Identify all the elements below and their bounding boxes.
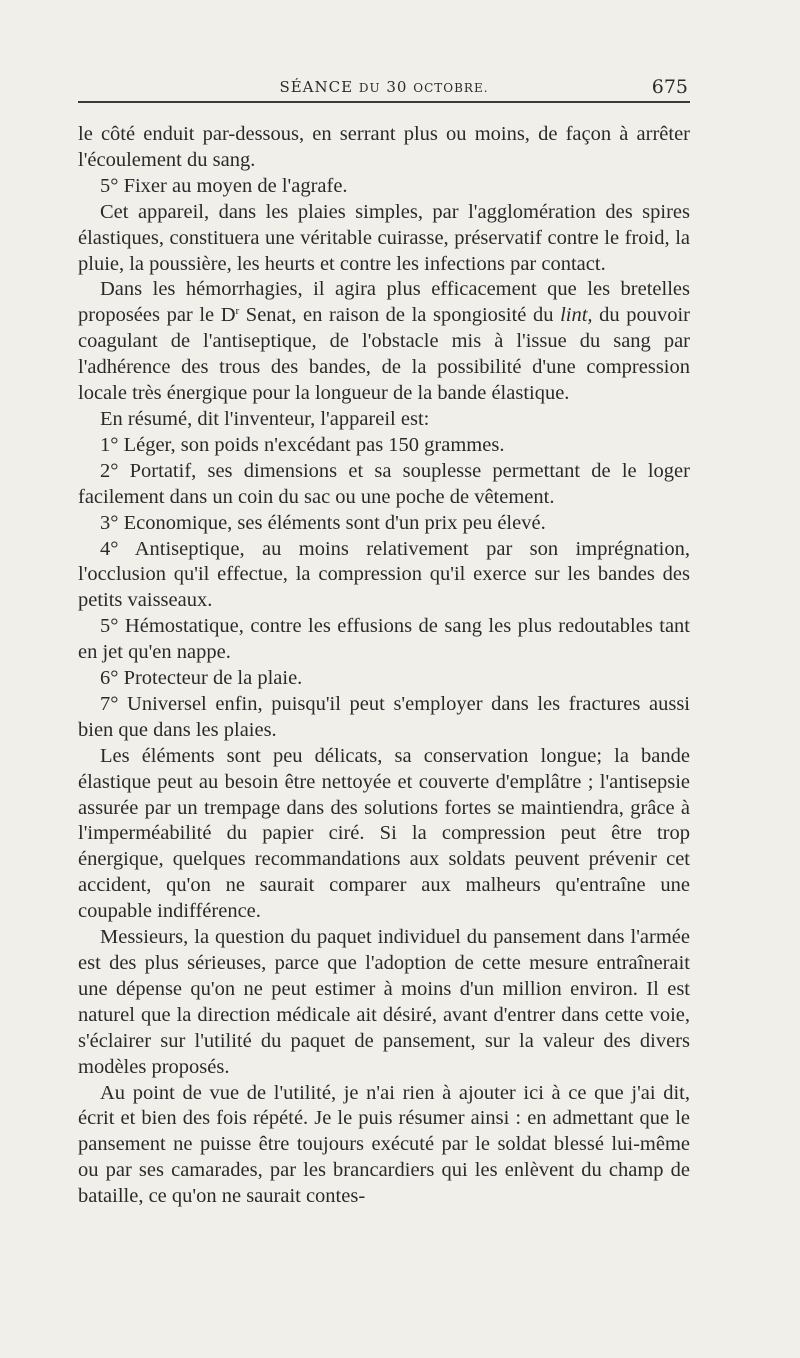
paragraph: 5° Fixer au moyen de l'agrafe. <box>100 174 348 197</box>
header-rule <box>78 101 690 103</box>
running-title-word: 30 <box>386 78 408 96</box>
running-title <box>78 78 690 96</box>
paragraph: Les éléments sont peu délicats, sa conservation longue; la bande élastique peut au besoin être nettoyée et couverte d'emplâtre ; l'antisepsie assurée par un trempage dans des solutions fortes se maintiendra, grâce à l'imperméabilité du papier ciré. Si la compression peut être trop énergique, quelques recommandations aux soldats peuvent prévenir cet accident, qu'on ne saurait comparer aux malheurs qu'entraîne une coupable indifférence. <box>78 744 690 923</box>
text-run: Senat, en raison de la spongiosité du <box>239 304 561 327</box>
paragraph: le côté enduit par-dessous, en serrant plus ou moins, de façon à arrêter l'écoulement du sang. <box>78 123 690 171</box>
body-text <box>78 122 690 1210</box>
italic-term: lint, <box>560 304 593 327</box>
running-title-word: OCTOBRE. <box>413 81 489 95</box>
text-run: du pouvoir coagulant de l'antiseptique, de l'obstacle mis à l'issue du sang par l'adhérence des trous des bandes, de la possibilité d'une compression locale très énergique pour la longueur de la bande élastique. <box>78 304 690 405</box>
list-item: 3° Economique, ses éléments sont d'un prix peu élevé. <box>100 511 546 534</box>
list-item: 7° Universel enfin, puisqu'il peut s'employer dans les fractures aussi bien que dans les plaies. <box>78 692 690 741</box>
list-item: 2° Portatif, ses dimensions et sa souplesse permettant de le loger facilement dans un coin du sac ou une poche de vêtement. <box>78 459 690 508</box>
page-number: 675 <box>651 76 688 98</box>
paragraph: Au point de vue de l'utilité, je n'ai rien à ajouter ici à ce que j'ai dit, écrit et bien des fois répété. Je le puis résumer ainsi : en admettant que le pansement ne puisse être toujours exécuté par le soldat blessé lui-même ou par ses camarades, par les brancardiers qui les enlèvent du champ de bataille, ce qu'on ne saurait contes- <box>78 1081 690 1208</box>
list-item: 5° Hémostatique, contre les effusions de sang les plus redoutables tant en jet qu'en nappe. <box>78 615 690 664</box>
paragraph <box>78 277 690 407</box>
page-header <box>78 72 690 102</box>
list-item: 4° Antiseptique, au moins relativement par son imprégnation, l'occlusion qu'il effectue, la compression qu'il exerce sur les bandes des petits vaisseaux. <box>78 537 690 612</box>
running-title-word: SÉANCE <box>279 78 354 96</box>
paragraph: En résumé, dit l'inventeur, l'appareil est: <box>100 407 430 430</box>
paragraph: Messieurs, la question du paquet individuel du pansement dans l'armée est des plus sérieuses, parce que l'adoption de cette mesure entraînerait une dépense qu'on ne peut estimer à moins d'un million environ. Il est naturel que la direction médicale ait désiré, avant d'entrer dans cette voie, s'éclairer sur l'utilité du paquet de pansement, sur la valeur des divers modèles proposés. <box>78 926 690 1078</box>
list-item: 1° Léger, son poids n'excédant pas 150 grammes. <box>100 433 505 456</box>
running-title-word: DU <box>358 81 381 95</box>
paragraph: Cet appareil, dans les plaies simples, par l'agglomération des spires élastiques, constituera une véritable cuirasse, préservatif contre le froid, la pluie, la poussière, les heurts et contre les infections par contact. <box>78 200 690 275</box>
list-item: 6° Protecteur de la plaie. <box>100 667 303 690</box>
text-run: Dans les hémorrhagies, il agira plus efficacement que les bretelles proposées par le D <box>78 278 690 327</box>
superscript: r <box>235 305 240 318</box>
